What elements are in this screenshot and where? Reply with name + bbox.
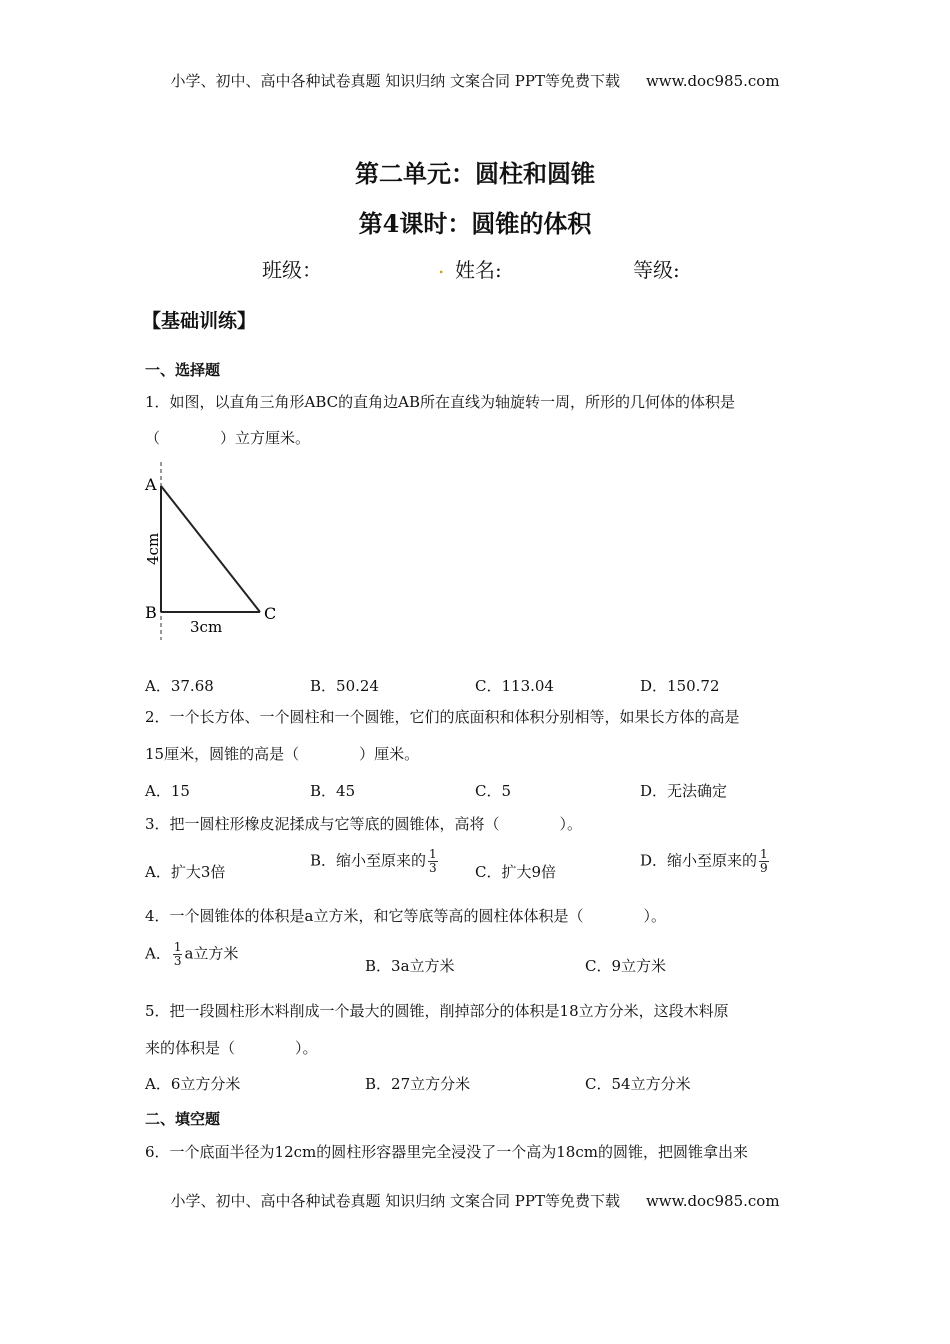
q6-line1: 6．一个底面半径为12cm的圆柱形容器里完全浸没了一个高为18cm的圆锥，把圆锥拿出来: [145, 1143, 748, 1161]
part-choice-heading: 一、选择题: [145, 361, 221, 379]
q3-option-c[interactable]: C．扩大9倍: [475, 863, 557, 881]
q4-option-b[interactable]: B．3a立方米: [365, 957, 455, 975]
fraction-one-third-q4: $\frac{1}{3}$: [173, 940, 182, 968]
section-basic-training: 【基础训练】: [142, 310, 257, 332]
q5-option-c[interactable]: C．54立方分米: [585, 1075, 691, 1093]
label-c: C: [264, 604, 277, 623]
fraction-one-ninth: $\frac{1}{9}$: [760, 847, 768, 875]
label-b: B: [145, 603, 157, 622]
side-ac: [161, 486, 260, 612]
q4-option-a[interactable]: [145, 941, 238, 968]
header-site-link[interactable]: www.doc985.com: [645, 72, 780, 90]
label-bc-length: 3cm: [190, 618, 223, 636]
name-label: 姓名:: [455, 258, 502, 282]
class-label: 班级：: [262, 258, 322, 282]
q3-option-d-text: D．缩小至原来的: [640, 851, 758, 870]
page-header: [0, 70, 950, 91]
q5-option-b[interactable]: B．27立方分米: [365, 1075, 471, 1093]
q3-option-d[interactable]: [640, 848, 771, 875]
q2-option-a[interactable]: A．15: [145, 782, 190, 800]
q2-option-d[interactable]: D．无法确定: [640, 782, 728, 800]
footer-text: 小学、初中、高中各种试卷真题 知识归纳 文案合同 PPT等免费下载: [170, 1192, 620, 1210]
lesson-subtitle: 第4课时：圆锥的体积: [358, 209, 592, 238]
q4-option-a-suffix: a立方米: [184, 944, 239, 963]
q1-line2: （ ）立方厘米。: [145, 429, 311, 447]
footer-site-link[interactable]: www.doc985.com: [645, 1192, 780, 1210]
q5-line2: 来的体积是（ ）。: [145, 1039, 318, 1057]
label-ab-length: 4cm: [144, 532, 162, 565]
q3-option-b-text: B．缩小至原来的: [310, 851, 427, 870]
info-dot: .: [438, 254, 445, 278]
q4-option-a-prefix: A．: [145, 944, 171, 963]
q4-option-c[interactable]: C．9立方米: [585, 957, 667, 975]
q5-option-a[interactable]: A．6立方分米: [145, 1075, 241, 1093]
label-a: A: [145, 475, 157, 494]
q3-option-b[interactable]: [310, 848, 440, 875]
q1-option-c[interactable]: C．113.04: [475, 677, 554, 695]
q1-line1: 1．如图，以直角三角形ABC的直角边AB所在直线为轴旋转一周，所形的几何体的体积是: [145, 393, 736, 411]
q1-option-d[interactable]: D．150.72: [640, 677, 720, 695]
fraction-one-third: $\frac{1}{3}$: [429, 847, 437, 875]
q2-option-c[interactable]: C．5: [475, 782, 512, 800]
part-fill-heading: 二、填空题: [145, 1110, 221, 1128]
q4-line1: 4．一个圆锥体的体积是a立方米，和它等底等高的圆柱体体积是（ ）。: [145, 907, 666, 925]
q5-line1: 5．把一段圆柱形木料削成一个最大的圆锥，削掉部分的体积是18立方分米，这段木料原: [145, 1002, 729, 1020]
q2-line1: 2．一个长方体、一个圆柱和一个圆锥，它们的底面积和体积分别相等，如果长方体的高是: [145, 708, 740, 726]
page-title: 第二单元：圆柱和圆锥: [355, 159, 595, 188]
q2-option-b[interactable]: B．45: [310, 782, 356, 800]
grade-label: 等级:: [633, 258, 680, 282]
q1-option-b[interactable]: B．50.24: [310, 677, 379, 695]
q3-line1: 3．把一圆柱形橡皮泥揉成与它等底的圆锥体，高将（ ）。: [145, 815, 583, 833]
q3-option-a[interactable]: A．扩大3倍: [145, 863, 226, 881]
q2-line2: 15厘米，圆锥的高是（ ）厘米。: [145, 745, 420, 763]
page-footer: [0, 1190, 950, 1211]
header-text: 小学、初中、高中各种试卷真题 知识归纳 文案合同 PPT等免费下载: [170, 72, 620, 90]
triangle-figure: [138, 458, 298, 643]
q1-option-a[interactable]: A．37.68: [145, 677, 214, 695]
